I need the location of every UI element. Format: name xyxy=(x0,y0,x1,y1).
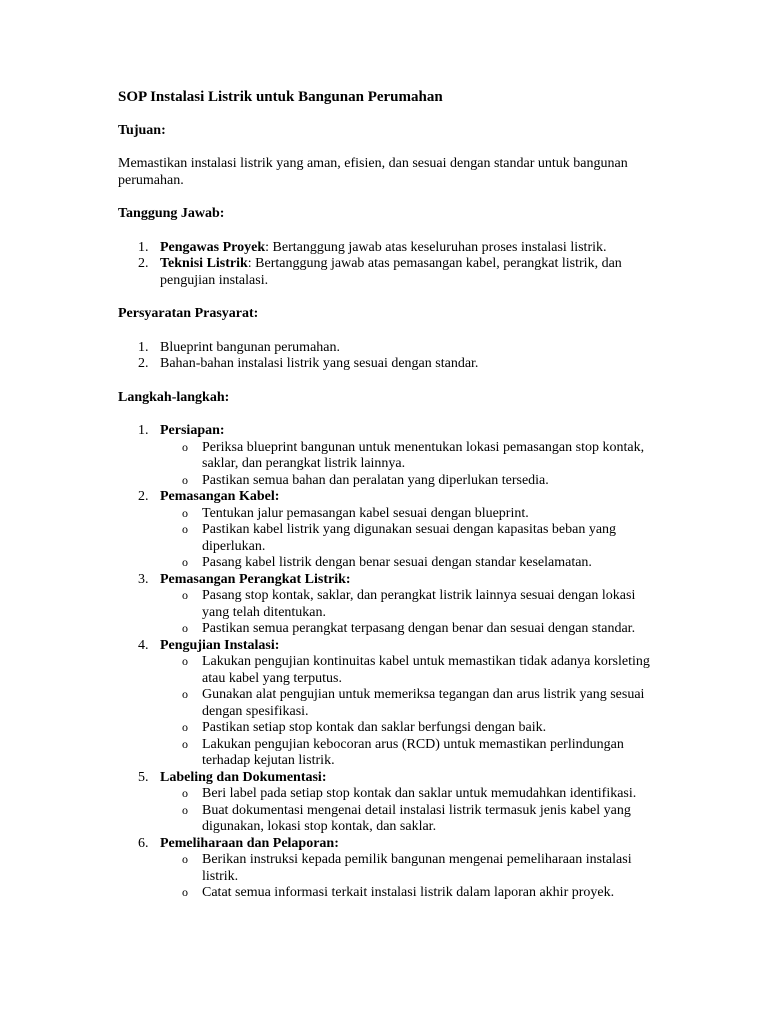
sub-list xyxy=(160,852,658,902)
list-number: 2. xyxy=(138,356,149,371)
sub-list xyxy=(160,654,658,770)
step-number: 2. xyxy=(138,489,149,504)
tujuan-text: Memastikan instalasi listrik yang aman, efisien, dan sesuai dengan standar untuk bangunan perumahan. xyxy=(118,156,628,188)
sub-item xyxy=(160,555,658,572)
sub-list xyxy=(160,440,658,490)
sub-list xyxy=(160,786,658,836)
bullet-icon: o xyxy=(182,505,188,520)
step-title: Pemeliharaan dan Pelaporan: xyxy=(160,835,339,851)
sub-item xyxy=(160,852,658,885)
bullet-icon: o xyxy=(182,736,188,751)
list-text: Blueprint bangunan perumahan. xyxy=(160,339,341,355)
document-page xyxy=(118,89,658,919)
sub-item xyxy=(160,803,658,836)
sub-item xyxy=(160,506,658,523)
list-item xyxy=(118,340,658,357)
bullet-icon: o xyxy=(182,472,188,487)
step-title: Labeling dan Dokumentasi: xyxy=(160,769,327,785)
sub-item xyxy=(160,440,658,473)
document-title: SOP Instalasi Listrik untuk Bangunan Perumahan xyxy=(118,89,443,105)
step-item xyxy=(118,572,658,638)
bullet-icon: o xyxy=(182,786,188,800)
step-title: Pemasangan Kabel: xyxy=(160,489,280,504)
bullet-icon: o xyxy=(182,720,188,734)
bullet-icon: o xyxy=(182,439,188,454)
bullet-icon: o xyxy=(182,654,188,668)
sub-item xyxy=(160,720,658,737)
step-item xyxy=(118,489,658,572)
step-number: 5. xyxy=(138,769,149,785)
sub-text: Lakukan pengujian kebocoran arus (RCD) untuk memastikan perlindungan terhadap kejutan listrik. xyxy=(202,736,624,768)
sub-text: Pastikan semua bahan dan peralatan yang diperlukan tersedia. xyxy=(202,472,549,488)
role-name: Teknisi Listrik xyxy=(160,256,248,271)
sub-item xyxy=(160,621,658,638)
bullet-icon: o xyxy=(182,555,188,569)
tanggung-jawab-list xyxy=(118,240,658,290)
step-item xyxy=(118,638,658,770)
list-number: 2. xyxy=(138,256,149,271)
step-title: Pengujian Instalasi: xyxy=(160,637,280,653)
bullet-icon: o xyxy=(182,852,188,866)
sub-item xyxy=(160,885,658,902)
sub-text: Catat semua informasi terkait instalasi listrik dalam laporan akhir proyek. xyxy=(202,885,615,900)
sub-text: Periksa blueprint bangunan untuk menentukan lokasi pemasangan stop kontak, saklar, dan perangkat listrik lainnya. xyxy=(202,439,645,471)
bullet-icon: o xyxy=(182,687,188,701)
step-item xyxy=(118,423,658,489)
list-item xyxy=(118,256,658,289)
list-item xyxy=(118,240,658,257)
step-item xyxy=(118,836,658,902)
bullet-icon: o xyxy=(182,588,188,602)
list-text: Bahan-bahan instalasi listrik yang sesuai dengan standar. xyxy=(160,356,479,371)
bullet-icon: o xyxy=(182,621,188,635)
bullet-icon: o xyxy=(182,802,188,817)
tujuan-heading: Tujuan: xyxy=(118,122,166,138)
bullet-icon: o xyxy=(182,522,188,536)
step-title: Pemasangan Perangkat Listrik: xyxy=(160,571,351,587)
sub-item xyxy=(160,687,658,720)
persyaratan-list xyxy=(118,340,658,373)
step-number: 1. xyxy=(138,423,149,438)
list-number: 1. xyxy=(138,239,149,255)
sub-text: Berikan instruksi kepada pemilik bangunan mengenai pemeliharaan instalasi listrik. xyxy=(202,852,632,884)
step-number: 6. xyxy=(138,835,149,851)
langkah-heading: Langkah-langkah: xyxy=(118,389,230,405)
step-number: 3. xyxy=(138,571,149,587)
sub-text: Pastikan setiap stop kontak dan saklar berfungsi dengan baik. xyxy=(202,720,547,735)
persyaratan-heading: Persyaratan Prasyarat: xyxy=(118,306,259,321)
langkah-list xyxy=(118,423,658,902)
list-number: 1. xyxy=(138,339,149,355)
sub-item xyxy=(160,786,658,803)
step-item xyxy=(118,770,658,836)
sub-text: Pasang stop kontak, saklar, dan perangkat listrik lainnya sesuai dengan lokasi yang telah ditentukan. xyxy=(202,588,636,620)
sub-item xyxy=(160,522,658,555)
sub-text: Pasang kabel listrik dengan benar sesuai dengan standar keselamatan. xyxy=(202,555,592,570)
sub-text: Gunakan alat pengujian untuk memeriksa tegangan dan arus listrik yang sesuai dengan spesifikasi. xyxy=(202,687,645,719)
step-title: Persiapan: xyxy=(160,423,225,438)
bullet-icon: o xyxy=(182,885,188,899)
role-description: : Bertanggung jawab atas pemasangan kabel, perangkat listrik, dan pengujian instalasi. xyxy=(160,256,622,288)
sub-item xyxy=(160,588,658,621)
role-description: : Bertanggung jawab atas keseluruhan proses instalasi listrik. xyxy=(265,239,607,255)
list-item xyxy=(118,356,658,373)
step-number: 4. xyxy=(138,637,149,653)
sub-text: Tentukan jalur pemasangan kabel sesuai dengan blueprint. xyxy=(202,505,529,521)
sub-text: Pastikan kabel listrik yang digunakan sesuai dengan kapasitas beban yang diperlukan. xyxy=(202,522,617,554)
sub-text: Beri label pada setiap stop kontak dan saklar untuk memudahkan identifikasi. xyxy=(202,786,637,801)
sub-item xyxy=(160,473,658,490)
tanggung-jawab-heading: Tanggung Jawab: xyxy=(118,206,225,221)
sub-text: Lakukan pengujian kontinuitas kabel untuk memastikan tidak adanya korsleting atau kabel yang terputus. xyxy=(202,654,650,686)
sub-item xyxy=(160,737,658,770)
role-name: Pengawas Proyek xyxy=(160,239,266,255)
sub-text: Pastikan semua perangkat terpasang dengan benar dan sesuai dengan standar. xyxy=(202,621,636,636)
sub-text: Buat dokumentasi mengenai detail instalasi listrik termasuk jenis kabel yang digunakan, lokasi stop kontak, dan saklar. xyxy=(202,802,631,834)
sub-list xyxy=(160,588,658,638)
sub-list xyxy=(160,506,658,572)
sub-item xyxy=(160,654,658,687)
